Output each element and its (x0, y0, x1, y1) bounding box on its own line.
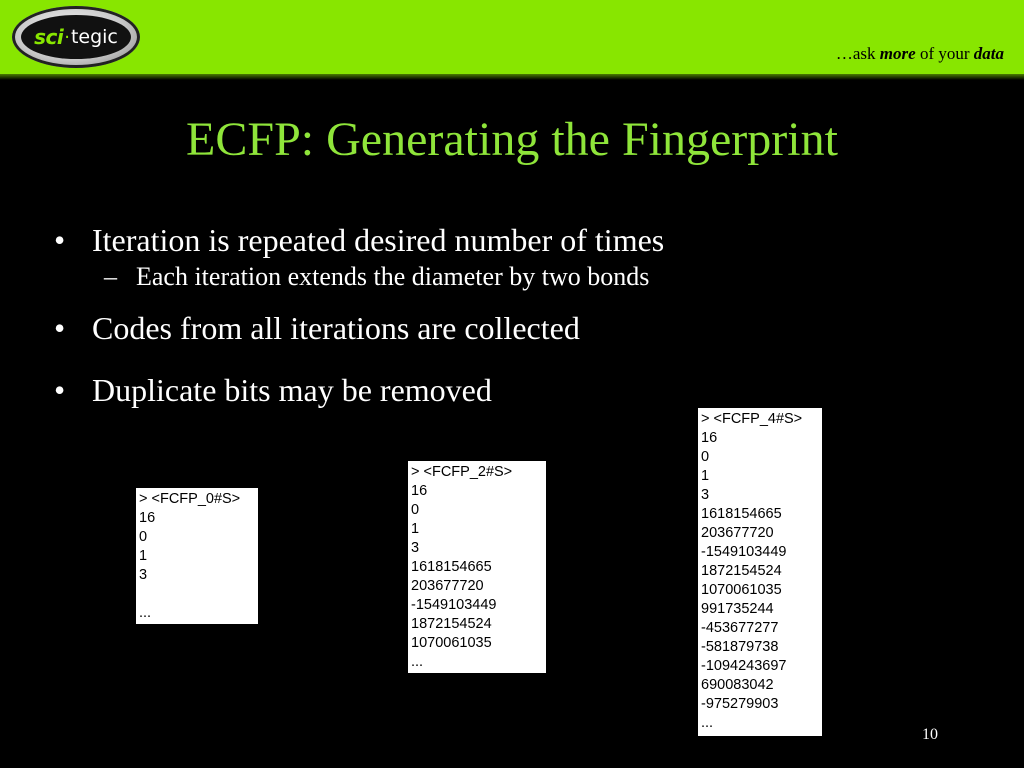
listing-line: -1094243697 (701, 658, 787, 674)
listing-line: 3 (411, 540, 420, 556)
listing-line: ... (701, 715, 714, 731)
bullet-marker: • (54, 222, 66, 258)
listing-line: 1070061035 (701, 582, 782, 598)
bullet-marker: • (54, 372, 66, 408)
listing-line: 1 (139, 548, 148, 564)
listing-line: 1070061035 (411, 635, 492, 651)
fcfp0-listing (136, 488, 258, 624)
listing-line: > <FCFP_0#S> (139, 491, 241, 507)
listing-line: 3 (701, 487, 710, 503)
bullet-item (54, 308, 664, 348)
listing-line: ... (411, 654, 424, 670)
logo-sci-text: sci (34, 25, 64, 49)
listing-line: 0 (701, 449, 710, 465)
logo-badge (21, 15, 131, 59)
listing-line: 1872154524 (701, 563, 782, 579)
listing-line: 3 (139, 567, 148, 583)
header-shadow (0, 74, 1024, 80)
bullet-marker: • (54, 310, 66, 346)
fcfp2-listing (408, 461, 546, 673)
listing-line: 16 (139, 510, 156, 526)
tagline-data: data (973, 44, 1004, 63)
slide-title: ECFP: Generating the Fingerprint (186, 113, 838, 166)
listing-line: 1618154665 (411, 559, 492, 575)
fcfp4-listing (698, 408, 822, 736)
header-bar (0, 0, 1024, 74)
bullet-item (54, 220, 664, 260)
listing-line: ... (139, 605, 152, 621)
bullet-item (54, 370, 664, 410)
listing-line: 1 (701, 468, 710, 484)
bullet-text: Iteration is repeated desired number of times (92, 222, 665, 258)
listing-line: 1 (411, 521, 420, 537)
logo-tegic-text: tegic (70, 26, 118, 48)
tagline (836, 44, 1004, 64)
bullet-list (54, 220, 664, 410)
listing-line: -1549103449 (411, 597, 497, 613)
scitegic-logo (12, 6, 140, 68)
listing-line: -1549103449 (701, 544, 787, 560)
page-number: 10 (922, 726, 938, 743)
listing-line: 16 (701, 430, 718, 446)
logo-dot: · (64, 26, 70, 48)
bullet-text: Codes from all iterations are collected (92, 310, 580, 346)
listing-line: -453677277 (701, 620, 779, 636)
listing-line: 690083042 (701, 677, 774, 693)
listing-line: > <FCFP_2#S> (411, 464, 513, 480)
listing-line: 203677720 (701, 525, 774, 541)
listing-line: 203677720 (411, 578, 484, 594)
listing-line: > <FCFP_4#S> (701, 411, 803, 427)
sub-bullet-text: Each iteration extends the diameter by two bonds (136, 262, 650, 291)
listing-line (139, 585, 254, 604)
listing-line: 0 (411, 502, 420, 518)
tagline-prefix: …ask (835, 44, 880, 63)
listing-line: -975279903 (701, 696, 779, 712)
sub-bullet-marker: – (104, 262, 117, 291)
tagline-more: more (879, 44, 916, 63)
listing-line: 1872154524 (411, 616, 492, 632)
listing-line: 16 (411, 483, 428, 499)
tagline-middle: of your (915, 44, 974, 63)
listing-line: -581879738 (701, 639, 779, 655)
sub-bullet-item (54, 260, 664, 294)
listing-line: 0 (139, 529, 148, 545)
listing-line: 991735244 (701, 601, 774, 617)
bullet-text: Duplicate bits may be removed (92, 372, 492, 408)
listing-line: 1618154665 (701, 506, 782, 522)
